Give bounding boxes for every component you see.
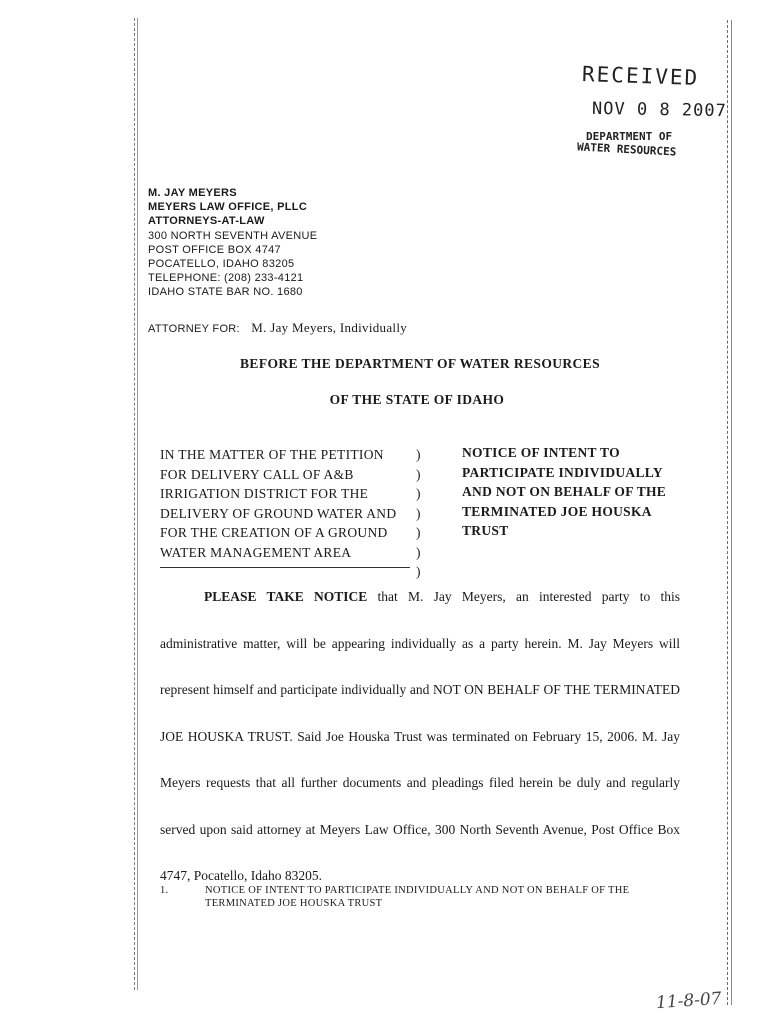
received-stamp-dept: DEPARTMENT OF	[586, 130, 673, 143]
received-stamp-date: NOV 0 8 2007	[591, 98, 727, 122]
case-caption	[160, 445, 396, 562]
caption-line: IN THE MATTER OF THE PETITION	[160, 447, 384, 462]
caption-line: FOR DELIVERY CALL OF A&B	[160, 466, 354, 482]
caption-parentheses: ) ) ) ) ) ) )	[416, 447, 421, 579]
court-heading: BEFORE THE DEPARTMENT OF WATER RESOURCES	[240, 356, 600, 371]
notice-text: that M. Jay Meyers, an interested party to this administrative matter, will be appearing individually as a party herein. M. Jay Meyers will represent himself and participate individually and NOT ON BEHALF OF THE TERMINATED JOE HOUSKA TRUST. Said Joe Houska Trust was terminated on February 15, 2006. M. Jay Meyers requests that all further documents and pleadings filed herein be duly and regularly served upon said attorney at Meyers Law Office, 300 North Seventh Avenue, Post Office Box 4747, Pocatello, Idaho 83205.	[160, 589, 680, 883]
caption-line: WATER MANAGEMENT AREA	[160, 544, 352, 560]
notice-body	[160, 574, 680, 900]
caption-underline	[160, 567, 410, 568]
attorney-name: M. JAY MEYERS	[148, 187, 237, 199]
law-office: MEYERS LAW OFFICE, PLLC	[148, 201, 308, 214]
footer-title: NOTICE OF INTENT TO PARTICIPATE INDIVIDUALLY AND NOT ON BEHALF OF THE	[205, 885, 630, 896]
attorney-for-label: ATTORNEY FOR:	[148, 323, 240, 335]
attorney-block	[148, 186, 317, 300]
attorney-for-name: M. Jay Meyers, Individually	[251, 320, 408, 335]
notice-title	[462, 443, 666, 541]
court-subheading: OF THE STATE OF IDAHO	[329, 392, 505, 407]
po-box: POST OFFICE BOX 4747	[148, 243, 281, 256]
right-margin-rule-inner	[731, 20, 732, 1005]
telephone: TELEPHONE: (208) 233-4121	[148, 272, 304, 285]
received-stamp: RECEIVED	[581, 61, 700, 91]
left-margin-rule-inner	[137, 18, 138, 990]
city-state-zip: POCATELLO, IDAHO 83205	[148, 258, 295, 271]
street-address: 300 NORTH SEVENTH AVENUE	[148, 229, 318, 242]
footer-title-2: TERMINATED JOE HOUSKA TRUST	[205, 898, 383, 909]
notice-title-line: AND NOT ON BEHALF OF THE	[462, 484, 667, 499]
notice-title-line: TERMINATED JOE HOUSKA	[462, 503, 652, 519]
notice-title-line: TRUST	[462, 523, 509, 538]
bar-number: IDAHO STATE BAR NO. 1680	[148, 286, 303, 299]
page-number: 1.	[160, 885, 169, 896]
handwritten-date: 11-8-07	[655, 988, 723, 1014]
notice-lead: PLEASE TAKE NOTICE	[204, 589, 368, 604]
attorneys-at-law: ATTORNEYS-AT-LAW	[148, 215, 265, 228]
attorney-for	[148, 320, 407, 336]
notice-title-line: NOTICE OF INTENT TO	[462, 445, 620, 460]
left-margin-rule	[134, 18, 135, 990]
right-margin-rule	[727, 20, 728, 1005]
page-footer	[160, 884, 629, 910]
caption-line: DELIVERY OF GROUND WATER AND	[160, 505, 397, 521]
caption-line: FOR THE CREATION OF A GROUND	[160, 525, 388, 540]
received-stamp-dept-2: WATER RESOURCES	[576, 140, 677, 159]
caption-line: IRRIGATION DISTRICT FOR THE	[160, 486, 369, 501]
notice-title-line: PARTICIPATE INDIVIDUALLY	[462, 464, 663, 480]
